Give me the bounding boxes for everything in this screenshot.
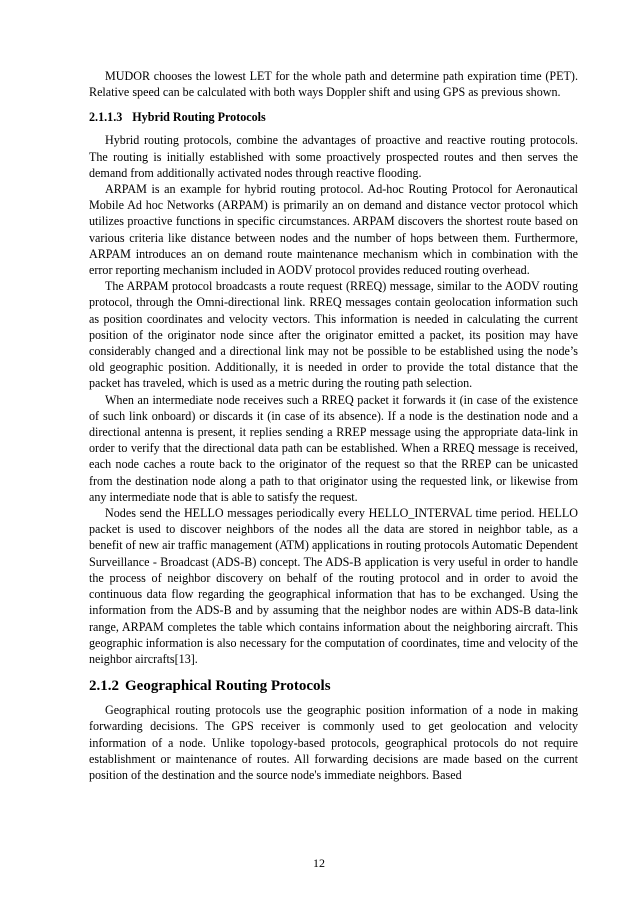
intro-paragraph-1: MUDOR chooses the lowest LET for the whole path and determine path expiration time (PET). Relative speed can be calculated with both ways Doppler shift and using GPS as previous shown. [89,69,578,100]
subsection-title: Hybrid Routing Protocols [132,110,266,125]
page-number: 12 [313,856,325,870]
hybrid-paragraph-3: The ARPAM protocol broadcasts a route request (RREQ) message, similar to the AODV routing protocol, through the Omni-directional link. RREQ messages contain geolocation information such as position coordinates and velocity vectors. This information is needed in calculating the current position of the originator node since after the originator emitted a packet, its position may have considerably changed and a directional link may not be possible to be established using the node’s old geographic position. Additionally, it is needed in order to provide the total distance that the packet has traveled, which is used as a metric during the routing path selection. [89,279,578,391]
hybrid-paragraph-5: Nodes send the HELLO messages periodically every HELLO_INTERVAL time period. HELLO packet is used to discover neighbors of the nodes all the data are stored in neighbor table, as a benefit of new air traffic management (ATM) applications in routing protocols Automatic Dependent Surveillance - Broadcast (ADS-B) concept. The ADS-B application is very useful in order to handle the process of neighbor discovery on behalf of the routing protocol and in order to avoid the continuous data flow regarding the geographical information that has to be exchanged. Using the information from the ADS-B and by assuming that the neighbor nodes are within ADS-B data-link range, ARPAM completes the table which contains information about the neighboring aircraft. This geographic information is also necessary for the computation of coordinates, time and velocity of the neighbor aircrafts[13]. [89,506,578,666]
hybrid-paragraph-1: Hybrid routing protocols, combine the advantages of proactive and reactive routing protocols. The routing is initially established with some proactively prospected routes and then serves the demand from additionally activated nodes through reactive flooding. [89,133,578,180]
section-title: Geographical Routing Protocols [125,678,331,695]
subsection-number: 2.1.1.3 [89,110,123,125]
document-page [89,68,578,783]
geo-paragraph-1: Geographical routing protocols use the geographic position information of a node in making forwarding decisions. The GPS receiver is commonly used to get geolocation and velocity information of a node. Unlike topology-based protocols, geographical protocols do not require establishment or maintenance of routes. All forwarding decisions are made based on the current position of the destination and the source node's immediate neighbors. Based [89,703,578,782]
hybrid-paragraph-4: When an intermediate node receives such a RREQ packet it forwards it (in case of the existence of such link onboard) or discards it (in case of its absence). If a node is the destination node and a directional antenna is present, it replies sending a RREP message using the appropriate data-link in order to verify that the directional data path can be established. When a RREQ message is received, each node caches a route back to the originator of the request so that the RREP can be unicasted from the destination node along a path to that originator using the requested link, or likewise from any intermediate node that is able to satisfy the request. [89,392,578,504]
hybrid-paragraph-2: ARPAM is an example for hybrid routing protocol. Ad-hoc Routing Protocol for Aeronautical Mobile Ad hoc Networks (ARPAM) is primarily an on demand and distance vector protocol which utilizes proactive functions in specific circumstances. ARPAM discovers the shortest route based on various criteria like distance between nodes and the number of hops between them. Furthermore, ARPAM introduces an on demand route maintenance mechanism which in combination with the error reporting mechanism included in AODV protocol provides reduced routing overhead. [89,182,578,278]
section-number: 2.1.2 [89,678,119,695]
subsection-heading [89,109,578,125]
section-heading [89,676,578,696]
